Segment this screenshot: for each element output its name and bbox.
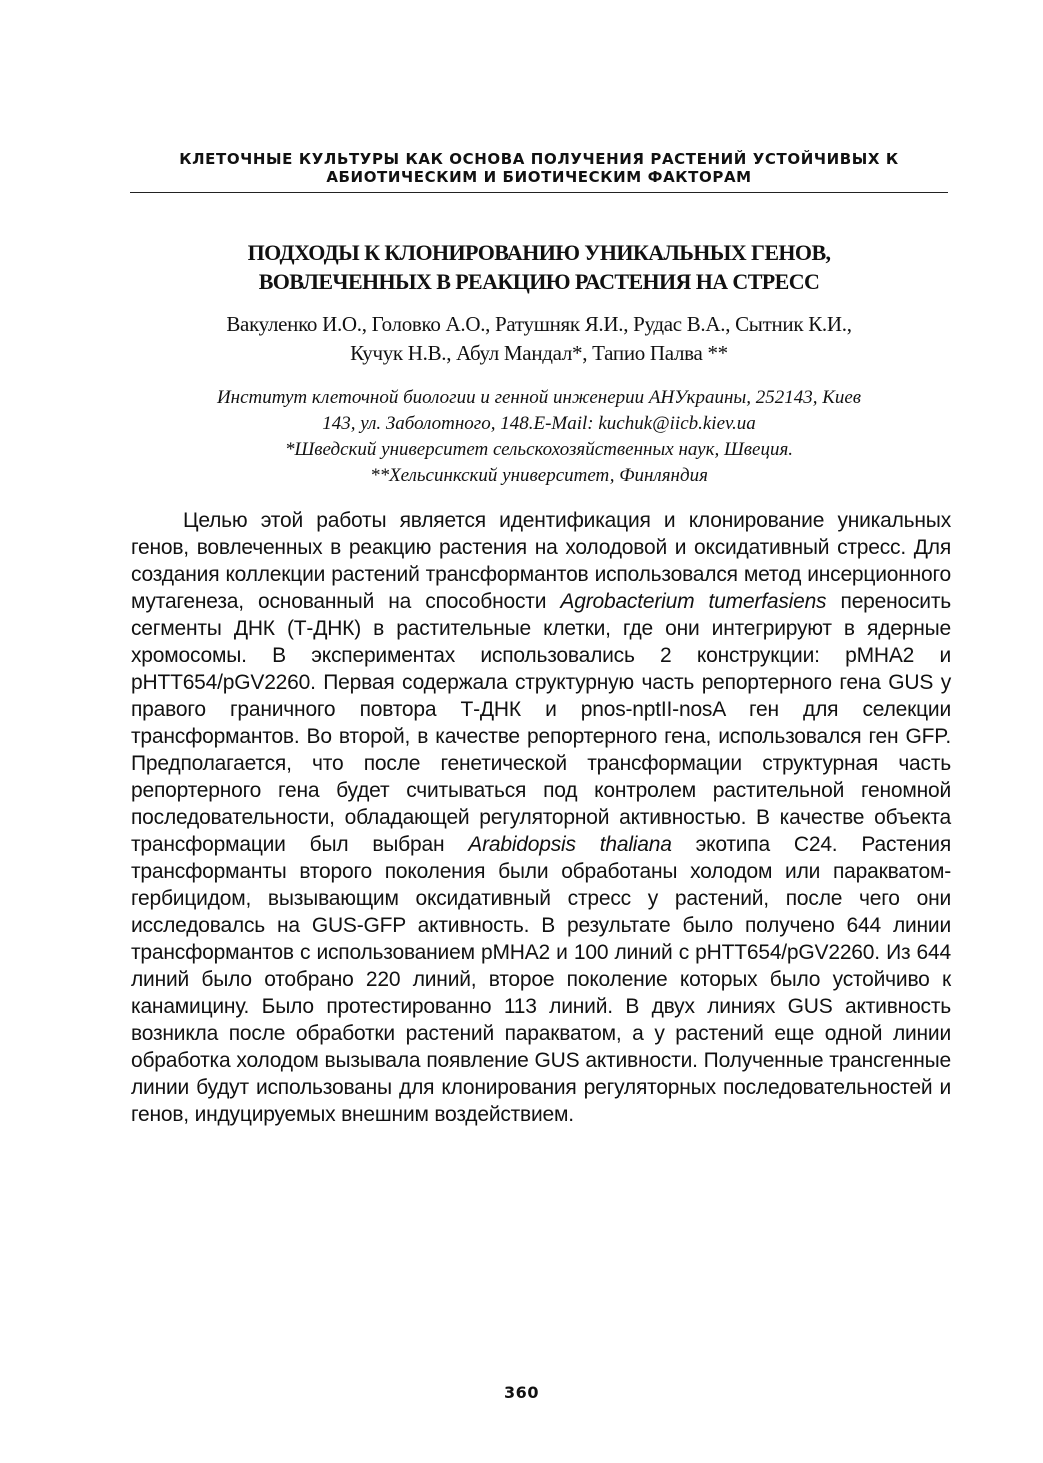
title-line-1: ПОДХОДЫ К КЛОНИРОВАНИЮ УНИКАЛЬНЫХ ГЕНОВ,	[247, 240, 831, 265]
abstract-text-3: экотипа C24. Растения трансформанты второго поколения были обработаны холодом или паракватом-гербицидом, вызывающим оксидативный стресс у растений, после чего они исследовалсь на GUS-GFP активность. В результате было получено 644 линии трансформантов с использованием pMHA2 и 100 линий с pHTT654/pGV2260. Из 644 линий было отобрано 220 линий, второе поколение которых было устойчиво к канамицину. Было протестированно 113 линий. В двух линиях GUS активность возникла после обработки растений паракватом, а у растений еще одной линии обработка холодом вызывала появление GUS активности. Полученные трансгенные линии будут использованы для клонирования регуляторных последовательностей и генов, индуцируемых внешним воздействием.	[131, 833, 951, 1126]
page-number: 360	[504, 1383, 539, 1402]
affiliation-line-2: 143, ул. Заболотного, 148.E-Mail: kuchuk@iicb.kiev.ua	[322, 413, 756, 434]
running-header-line-1: КЛЕТОЧНЫЕ КУЛЬТУРЫ КАК ОСНОВА ПОЛУЧЕНИЯ РАСТЕНИЙ УСТОЙЧИВЫХ К	[179, 150, 899, 168]
affiliation-line-4: **Хельсинкский университет, Финляндия	[370, 465, 708, 486]
running-header-line-2: АБИОТИЧЕСКИМ И БИОТИЧЕСКИМ ФАКТОРАМ	[326, 168, 752, 186]
affiliation-line-3: *Шведский университет сельскохозяйственных наук, Швеция.	[284, 439, 794, 460]
authors-line-1: Вакуленко И.О., Головко А.О., Ратушняк Я.И., Рудас В.А., Сытник К.И.,	[226, 312, 852, 336]
abstract	[131, 507, 951, 1128]
running-header	[130, 150, 948, 186]
abstract-paragraph	[131, 507, 951, 1128]
organism-name-arabidopsis: Arabidopsis thaliana	[468, 833, 672, 856]
organism-name-agrobacterium: Agrobacterium tumerfasiens	[560, 590, 827, 613]
header-rule	[130, 192, 948, 193]
abstract-text-1: Целью этой работы является идентификация и клонирование уникальных генов, вовлеченных в реакцию растения на холодовой и оксидативный стресс. Для создания коллекции растений трансформантов использовался метод инсерционного мутагенеза, основанный на способности	[131, 509, 951, 613]
abstract-text-2: переносить сегменты ДНК (Т-ДНК) в растительные клетки, где они интегрируют в ядерные хромосомы. В экспериментах использовались 2 конструкции: pMHA2 и pHTT654/pGV2260. Первая содержала структурную часть репортерного гена GUS у правого граничного повтора Т-ДНК и pnos-nptII-nosA ген для селекции трансформантов. Во второй, в качестве репортерного гена, использовался ген GFP. Предполагается, что после генетической трансформации структурная часть репортерного гена будет считываться под контролем растительной геномной последовательности, обладающей регуляторной активностью. В качестве объекта трансформации был выбран	[131, 590, 951, 856]
authors-line-2: Кучук Н.В., Абул Мандал*, Тапио Палва **	[350, 341, 728, 365]
authors	[130, 310, 948, 368]
title-line-2: ВОВЛЕЧЕННЫХ В РЕАКЦИЮ РАСТЕНИЯ НА СТРЕСС	[258, 269, 820, 294]
affiliation-line-1: Институт клеточной биологии и генной инженерии АНУкраины, 252143, Киев	[216, 387, 862, 408]
affiliations	[130, 385, 948, 489]
article-title	[130, 238, 948, 296]
